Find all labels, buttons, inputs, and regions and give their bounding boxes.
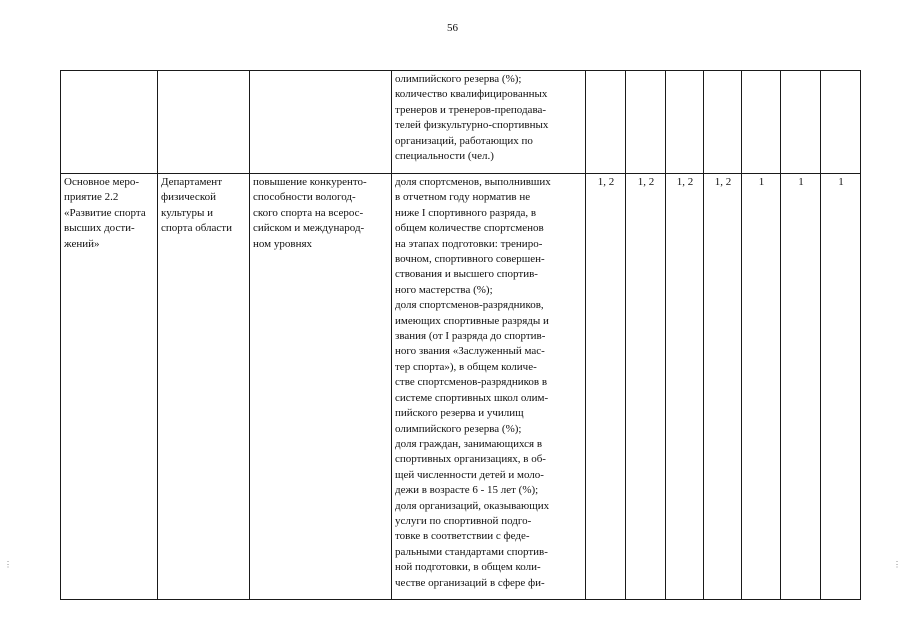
indicators-cell xyxy=(392,174,586,600)
table-row xyxy=(61,174,861,600)
value-cell xyxy=(781,71,821,174)
value-cell: 1, 2 xyxy=(704,174,742,600)
value-cell xyxy=(626,71,666,174)
value-cell xyxy=(742,71,781,174)
value-cell xyxy=(821,71,861,174)
value-cell xyxy=(586,71,626,174)
indicators-cell xyxy=(392,71,586,174)
event-text: Основное меро- приятие 2.2 «Развитие спорта высших дости- жений» xyxy=(64,176,146,250)
value-cell xyxy=(704,71,742,174)
goal-text: повышение конкуренто- способности вологод- ского спорта на всерос- сийском и международ- ном уровнях xyxy=(253,176,367,250)
goal-cell xyxy=(250,174,392,600)
right-margin-mark: ⋮ xyxy=(893,560,901,569)
value-cell: 1, 2 xyxy=(626,174,666,600)
table-row xyxy=(61,71,861,174)
indicators-text: доля спортсменов, выполнивших в отчетном году норматив не ниже I спортивного разряда, в общем количестве спортсменов на этапах подготовки: трениро- вочном, спортивного совершен- ствования и высшего спортив- ного мастерства (%); доля спортсменов-разрядников, имеющих спортивные разряды и звания (от I разряда до спортив- ного звания «Заслуженный мас- тер спорта»), в общем количе- стве спортсменов-разрядников в системе спортивных школ олим- пийского резерва и училищ олимпийского резерва (%); доля граждан, занимающихся в спортивных организациях, в об- щей численности детей и моло- дежи в возрасте 6 - 15 лет (%); доля организаций, оказывающих услуги по спортивной подго- товке в соответствии с феде- ральными стандартами спортив- ной подготовки, в общем коли- честве организаций в сфере фи- xyxy=(395,176,551,589)
value-cell: 1 xyxy=(742,174,781,600)
goal-cell xyxy=(250,71,392,174)
value-cell: 1 xyxy=(781,174,821,600)
value-cell xyxy=(666,71,704,174)
left-margin-mark: ⋮ xyxy=(4,560,12,569)
value-cell: 1, 2 xyxy=(666,174,704,600)
event-cell xyxy=(61,71,158,174)
value-cell: 1, 2 xyxy=(586,174,626,600)
executor-cell xyxy=(158,71,250,174)
event-cell xyxy=(61,174,158,600)
executor-text: Департамент физической культуры и спорта области xyxy=(161,176,232,235)
program-table xyxy=(60,70,861,600)
value-cell: 1 xyxy=(821,174,861,600)
page-number: 56 xyxy=(447,22,458,34)
executor-cell xyxy=(158,174,250,600)
indicators-text: олимпийского резерва (%); количество квалифицированных тренеров и тренеров-преподава- телей физкультурно-спортивных организаций, работающих по специальности (чел.) xyxy=(395,73,549,163)
